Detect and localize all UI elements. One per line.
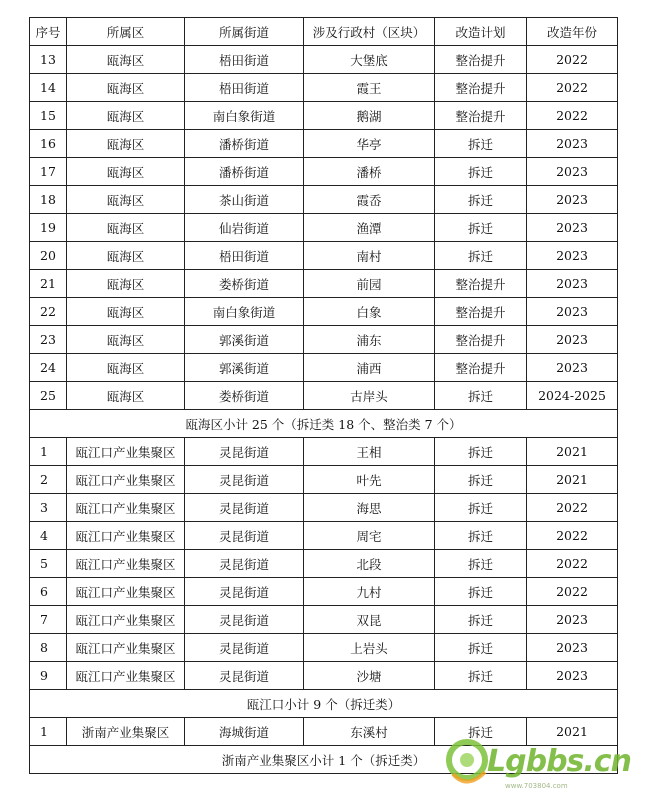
year-cell: 2021 [527,718,618,746]
header-street: 所属街道 [185,18,304,46]
plan-cell: 拆迁 [435,718,527,746]
year-cell: 2023 [527,158,618,186]
year-cell: 2022 [527,578,618,606]
street-cell: 仙岩街道 [185,214,304,242]
district-cell: 瓯海区 [67,326,185,354]
year-cell: 2021 [527,466,618,494]
year-cell: 2023 [527,242,618,270]
seq-cell: 1 [30,718,67,746]
street-cell: 潘桥街道 [185,158,304,186]
plan-cell: 拆迁 [435,130,527,158]
village-cell: 上岩头 [304,634,435,662]
village-cell: 浦西 [304,354,435,382]
plan-cell: 拆迁 [435,214,527,242]
plan-cell: 拆迁 [435,466,527,494]
header-year: 改造年份 [527,18,618,46]
year-cell: 2022 [527,522,618,550]
street-cell: 灵昆街道 [185,494,304,522]
village-cell: 双昆 [304,606,435,634]
district-cell: 瓯江口产业集聚区 [67,494,185,522]
village-cell: 北段 [304,550,435,578]
street-cell: 郭溪街道 [185,354,304,382]
seq-cell: 16 [30,130,67,158]
seq-cell: 5 [30,550,67,578]
street-cell: 梧田街道 [185,46,304,74]
village-cell: 叶先 [304,466,435,494]
year-cell: 2023 [527,326,618,354]
plan-cell: 拆迁 [435,242,527,270]
street-cell: 梧田街道 [185,242,304,270]
street-cell: 灵昆街道 [185,578,304,606]
year-cell: 2023 [527,662,618,690]
street-cell: 海城街道 [185,718,304,746]
seq-cell: 21 [30,270,67,298]
watermark-text: Lgbbs.cn [487,744,631,779]
year-cell: 2022 [527,46,618,74]
district-cell: 瓯海区 [67,158,185,186]
year-cell: 2023 [527,130,618,158]
district-cell: 瓯海区 [67,242,185,270]
village-cell: 霞岙 [304,186,435,214]
district-cell: 瓯海区 [67,270,185,298]
year-cell: 2023 [527,186,618,214]
year-cell: 2023 [527,298,618,326]
seq-cell: 17 [30,158,67,186]
district-cell: 瓯江口产业集聚区 [67,662,185,690]
street-cell: 灵昆街道 [185,438,304,466]
ouhai-row [30,214,618,242]
district-cell: 瓯江口产业集聚区 [67,578,185,606]
plan-cell: 整治提升 [435,298,527,326]
district-cell: 瓯海区 [67,46,185,74]
village-cell: 南村 [304,242,435,270]
oujiangkou-row [30,662,618,690]
village-cell: 大堡底 [304,46,435,74]
year-cell: 2023 [527,270,618,298]
oujiangkou-row [30,550,618,578]
seq-cell: 2 [30,466,67,494]
village-cell: 海思 [304,494,435,522]
plan-cell: 整治提升 [435,74,527,102]
seq-cell: 13 [30,46,67,74]
oujiangkou-row [30,466,618,494]
district-cell: 瓯海区 [67,102,185,130]
header-district: 所属区 [67,18,185,46]
year-cell: 2023 [527,606,618,634]
year-cell: 2023 [527,354,618,382]
seq-cell: 4 [30,522,67,550]
plan-cell: 整治提升 [435,270,527,298]
plan-cell: 拆迁 [435,158,527,186]
plan-cell: 整治提升 [435,46,527,74]
village-cell: 九村 [304,578,435,606]
district-cell: 瓯海区 [67,382,185,410]
year-cell: 2024-2025 [527,382,618,410]
district-cell: 瓯海区 [67,130,185,158]
village-cell: 渔潭 [304,214,435,242]
plan-cell: 拆迁 [435,522,527,550]
plan-cell: 拆迁 [435,186,527,214]
village-cell: 王相 [304,438,435,466]
plan-cell: 拆迁 [435,578,527,606]
ouhai-row [30,298,618,326]
village-cell: 白象 [304,298,435,326]
ouhai-row [30,74,618,102]
ouhai-row [30,382,618,410]
street-cell: 郭溪街道 [185,326,304,354]
plan-cell: 拆迁 [435,382,527,410]
district-cell: 瓯海区 [67,298,185,326]
year-cell: 2023 [527,634,618,662]
ouhai-subtotal-row [30,410,618,438]
header-seq: 序号 [30,18,67,46]
plan-cell: 拆迁 [435,550,527,578]
street-cell: 南白象街道 [185,102,304,130]
village-cell: 东溪村 [304,718,435,746]
village-cell: 鹅湖 [304,102,435,130]
ouhai-row [30,242,618,270]
seq-cell: 3 [30,494,67,522]
oujiangkou-row [30,606,618,634]
district-cell: 浙南产业集聚区 [67,718,185,746]
street-cell: 灵昆街道 [185,550,304,578]
header-village: 涉及行政村（区块） [304,18,435,46]
district-cell: 瓯海区 [67,186,185,214]
street-cell: 娄桥街道 [185,382,304,410]
seq-cell: 6 [30,578,67,606]
village-cell: 华亭 [304,130,435,158]
ouhai-row [30,326,618,354]
street-cell: 潘桥街道 [185,130,304,158]
district-cell: 瓯海区 [67,74,185,102]
oujiangkou-row [30,438,618,466]
plan-cell: 整治提升 [435,326,527,354]
seq-cell: 24 [30,354,67,382]
plan-cell: 拆迁 [435,606,527,634]
ouhai-row [30,354,618,382]
header-row [30,18,618,46]
year-cell: 2022 [527,550,618,578]
street-cell: 灵昆街道 [185,606,304,634]
ouhai-row [30,130,618,158]
district-cell: 瓯江口产业集聚区 [67,522,185,550]
village-cell: 浦东 [304,326,435,354]
village-cell: 潘桥 [304,158,435,186]
village-renovation-table [29,17,618,774]
plan-cell: 整治提升 [435,102,527,130]
seq-cell: 23 [30,326,67,354]
oujiangkou-row [30,578,618,606]
year-cell: 2023 [527,214,618,242]
year-cell: 2021 [527,438,618,466]
village-cell: 前园 [304,270,435,298]
street-cell: 茶山街道 [185,186,304,214]
ouhai-row [30,158,618,186]
year-cell: 2022 [527,74,618,102]
year-cell: 2022 [527,102,618,130]
seq-cell: 9 [30,662,67,690]
seq-cell: 1 [30,438,67,466]
oujiangkou-row [30,522,618,550]
district-cell: 瓯江口产业集聚区 [67,606,185,634]
street-cell: 灵昆街道 [185,522,304,550]
ouhai-row [30,186,618,214]
ouhai-row [30,46,618,74]
street-cell: 灵昆街道 [185,634,304,662]
seq-cell: 7 [30,606,67,634]
village-cell: 霞王 [304,74,435,102]
ouhai-row [30,102,618,130]
ouhai-subtotal: 瓯海区小计 25 个（拆迁类 18 个、整治类 7 个） [30,410,618,438]
seq-cell: 22 [30,298,67,326]
oujiangkou-row [30,634,618,662]
header-plan: 改造计划 [435,18,527,46]
zhenan-subtotal-row [30,746,618,774]
village-cell: 沙塘 [304,662,435,690]
zhenan-subtotal: 浙南产业集聚区小计 1 个（拆迁类） [30,746,618,774]
plan-cell: 拆迁 [435,438,527,466]
district-cell: 瓯江口产业集聚区 [67,438,185,466]
district-cell: 瓯江口产业集聚区 [67,466,185,494]
street-cell: 娄桥街道 [185,270,304,298]
plan-cell: 拆迁 [435,634,527,662]
seq-cell: 8 [30,634,67,662]
table-body [30,46,618,774]
seq-cell: 18 [30,186,67,214]
seq-cell: 15 [30,102,67,130]
village-cell: 古岸头 [304,382,435,410]
district-cell: 瓯江口产业集聚区 [67,550,185,578]
oujiangkou-subtotal-row [30,690,618,718]
plan-cell: 拆迁 [435,494,527,522]
plan-cell: 整治提升 [435,354,527,382]
street-cell: 灵昆街道 [185,466,304,494]
plan-cell: 拆迁 [435,662,527,690]
oujiangkou-subtotal: 瓯江口小计 9 个（拆迁类） [30,690,618,718]
street-cell: 灵昆街道 [185,662,304,690]
district-cell: 瓯江口产业集聚区 [67,634,185,662]
seq-cell: 14 [30,74,67,102]
street-cell: 南白象街道 [185,298,304,326]
district-cell: 瓯海区 [67,354,185,382]
watermark-subtext: www.703804.com [505,782,568,790]
seq-cell: 20 [30,242,67,270]
zhenan-row [30,718,618,746]
year-cell: 2022 [527,494,618,522]
street-cell: 梧田街道 [185,74,304,102]
seq-cell: 19 [30,214,67,242]
village-cell: 周宅 [304,522,435,550]
district-cell: 瓯海区 [67,214,185,242]
ouhai-row [30,270,618,298]
seq-cell: 25 [30,382,67,410]
oujiangkou-row [30,494,618,522]
